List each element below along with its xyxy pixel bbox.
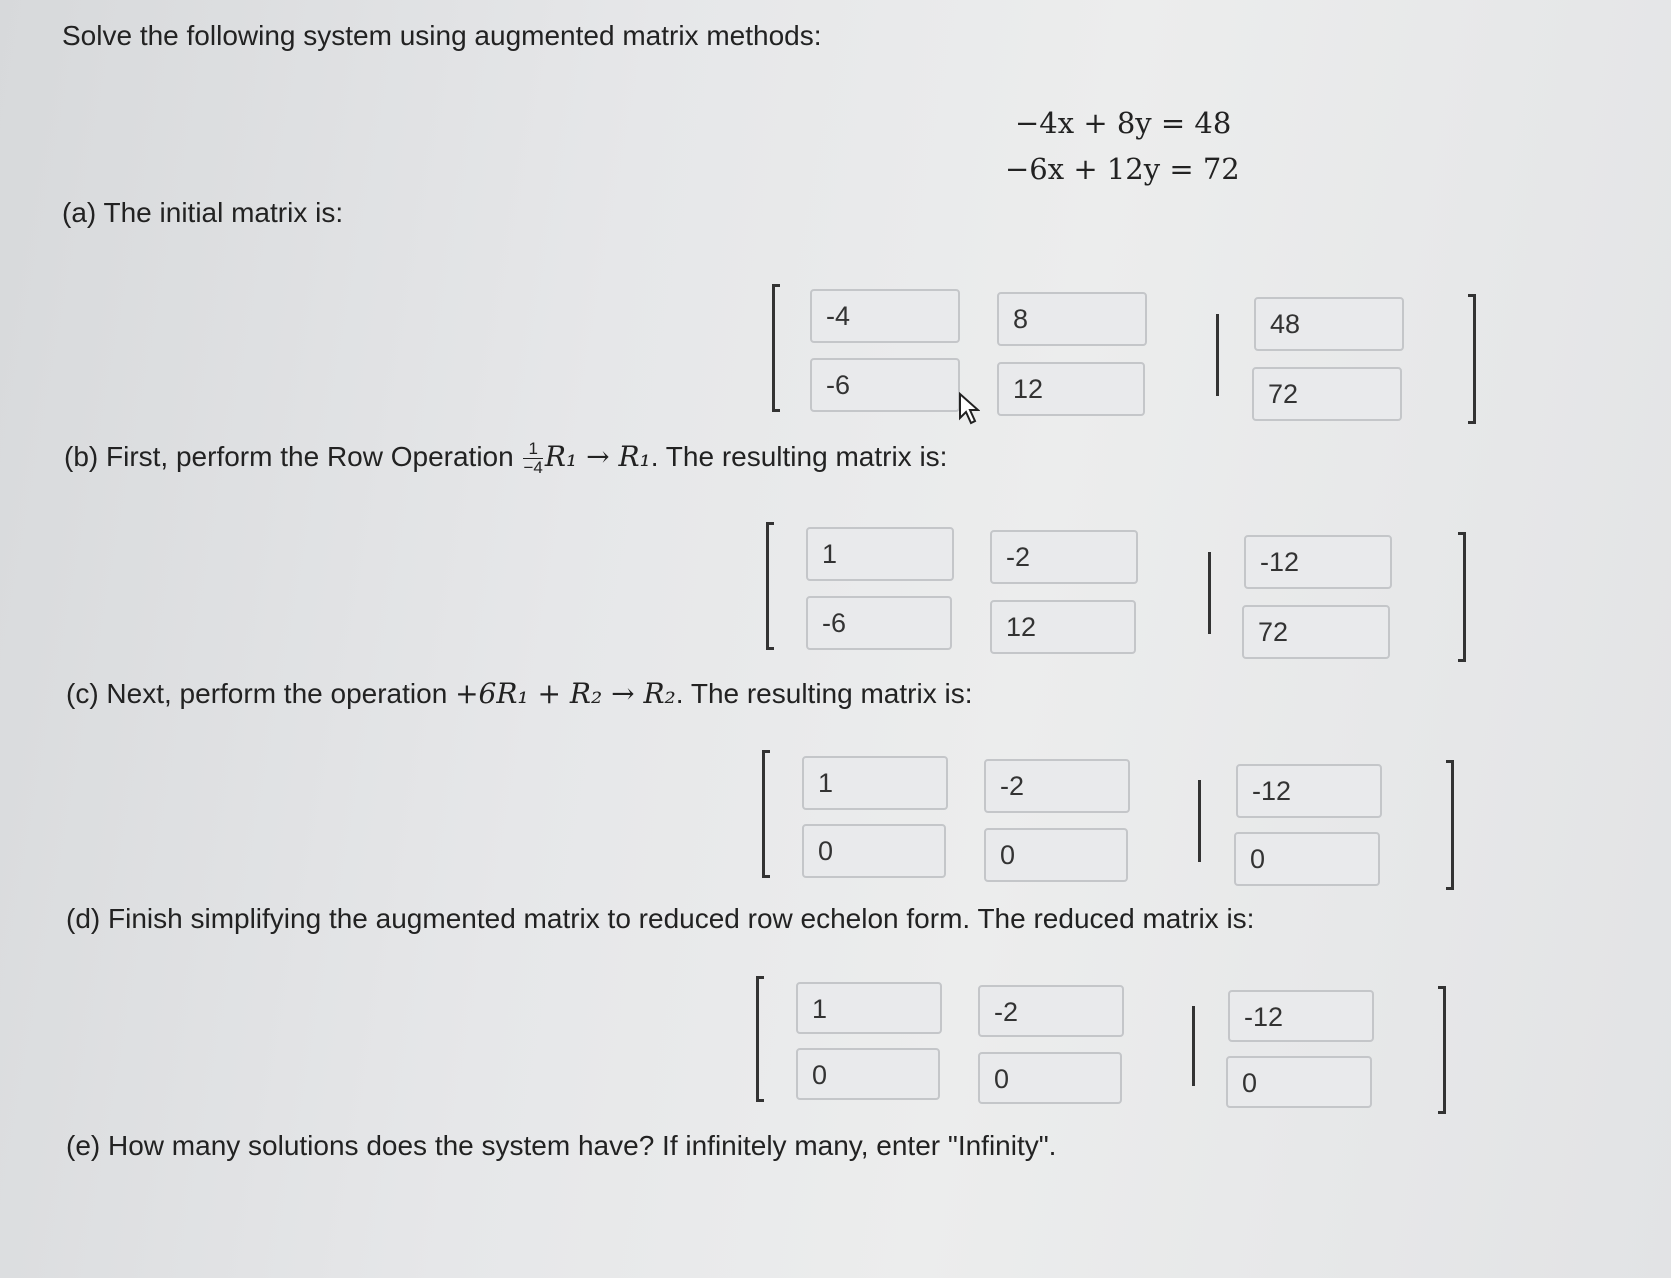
- fraction: $\frac{1}{-4}$: [523, 439, 543, 478]
- part-b-label: [64, 440, 947, 477]
- matrix-c-cell-r1c3[interactable]: -12: [1236, 764, 1382, 818]
- bracket-left: [766, 522, 774, 650]
- matrix-a-cell-r2c3[interactable]: 72: [1252, 367, 1402, 421]
- matrix-b-cell-r2c3[interactable]: 72: [1242, 605, 1390, 659]
- bracket-right: [1468, 294, 1476, 424]
- matrix-c-cell-r2c3[interactable]: 0: [1234, 832, 1380, 886]
- bracket-right: [1446, 760, 1454, 890]
- row-operation-b: R₁ → R₁: [544, 440, 651, 473]
- matrix-a-cell-r2c2[interactable]: 12: [997, 362, 1145, 416]
- mouse-cursor-icon: [958, 392, 980, 426]
- matrix-d-cell-r2c1[interactable]: 0: [796, 1048, 940, 1100]
- matrix-d-cell-r1c1[interactable]: 1: [796, 982, 942, 1034]
- matrix-b-cell-r2c2[interactable]: 12: [990, 600, 1136, 654]
- part-e-label: (e) How many solutions does the system have? If infinitely many, enter "Infinity".: [66, 1130, 1057, 1161]
- bracket-right: [1458, 532, 1466, 662]
- augment-bar: [1216, 314, 1219, 396]
- matrix-c-cell-r1c1[interactable]: 1: [802, 756, 948, 810]
- matrix-d-cell-r2c3[interactable]: 0: [1226, 1056, 1372, 1108]
- matrix-a-cell-r1c1[interactable]: -4: [810, 289, 960, 343]
- equation-1: −4x + 8y = 48: [1015, 106, 1232, 140]
- matrix-c-cell-r2c2[interactable]: 0: [984, 828, 1128, 882]
- augment-bar: [1192, 1006, 1195, 1086]
- prompt-text: Solve the following system using augmented matrix methods:: [62, 20, 822, 51]
- augment-bar: [1198, 780, 1201, 862]
- matrix-d-cell-r1c2[interactable]: -2: [978, 985, 1124, 1037]
- part-b-label-pre: (b) First, perform the Row Operation: [64, 441, 514, 472]
- part-c-label: [66, 677, 972, 710]
- augment-bar: [1208, 552, 1211, 634]
- equation-2: −6x + 12y = 72: [1005, 152, 1240, 186]
- matrix-b-cell-r2c1[interactable]: -6: [806, 596, 952, 650]
- matrix-c-cell-r2c1[interactable]: 0: [802, 824, 946, 878]
- matrix-b-cell-r1c1[interactable]: 1: [806, 527, 954, 581]
- bracket-right: [1438, 986, 1446, 1114]
- part-b-label-post: . The resulting matrix is:: [650, 441, 948, 472]
- part-d-label: (d) Finish simplifying the augmented matrix to reduced row echelon form. The reduced matrix is:: [66, 903, 1255, 934]
- matrix-a-cell-r1c2[interactable]: 8: [997, 292, 1147, 346]
- matrix-d-cell-r2c2[interactable]: 0: [978, 1052, 1122, 1104]
- row-operation-c: +6R₁ + R₂ → R₂: [455, 677, 676, 710]
- bracket-left: [762, 750, 770, 878]
- part-c-label-pre: (c) Next, perform the operation: [66, 678, 448, 709]
- matrix-b-cell-r1c2[interactable]: -2: [990, 530, 1138, 584]
- matrix-d-cell-r1c3[interactable]: -12: [1228, 990, 1374, 1042]
- matrix-a-cell-r1c3[interactable]: 48: [1254, 297, 1404, 351]
- matrix-c-cell-r1c2[interactable]: -2: [984, 759, 1130, 813]
- bracket-left: [756, 976, 764, 1102]
- matrix-a-cell-r2c1[interactable]: -6: [810, 358, 960, 412]
- part-a-label: (a) The initial matrix is:: [62, 197, 344, 228]
- matrix-b-cell-r1c3[interactable]: -12: [1244, 535, 1392, 589]
- bracket-left: [772, 284, 780, 412]
- part-c-label-post: . The resulting matrix is:: [675, 678, 973, 709]
